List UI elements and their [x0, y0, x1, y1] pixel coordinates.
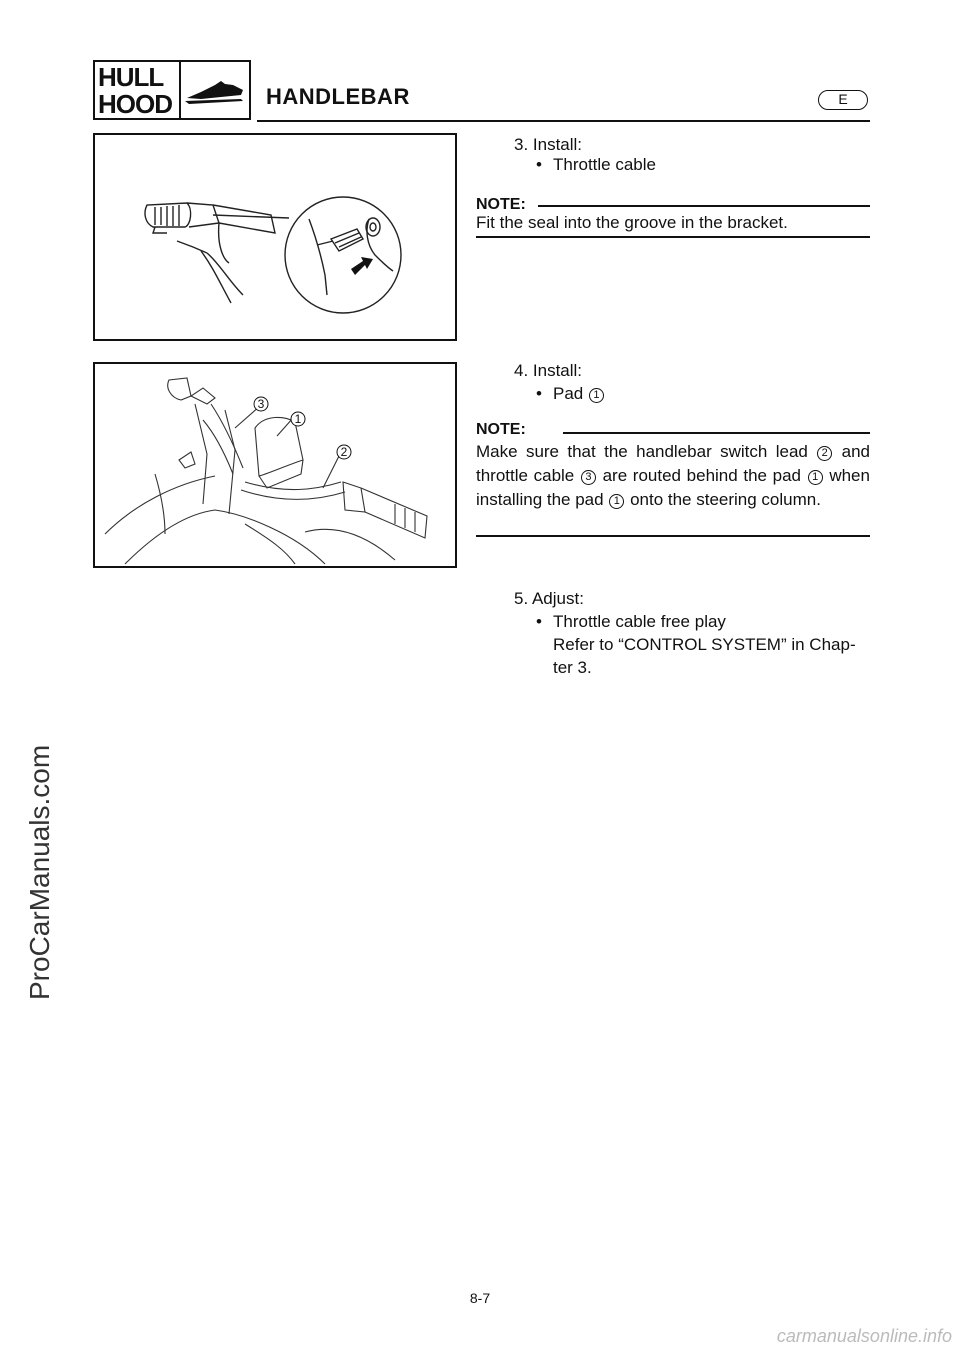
page-number: 8-7: [469, 1290, 491, 1306]
step4-note-text: [476, 440, 870, 512]
ref-pad-1: 1: [589, 388, 604, 403]
step5-bullet: Throttle cable free play: [553, 612, 726, 631]
ref-pad-1: 1: [609, 494, 624, 509]
step5-detail-line2: ter 3.: [553, 658, 592, 677]
note-part: Make sure that the handlebar switch lead: [476, 442, 808, 461]
step4-bullet-text: Pad: [553, 384, 584, 403]
figure-pad: [93, 362, 457, 568]
note-part: and throttle cable: [476, 442, 870, 485]
step5-heading: 5. Adjust:: [514, 589, 584, 608]
step3-heading: 3. Install:: [514, 135, 583, 154]
ref-switch-lead-2: 2: [817, 446, 832, 461]
step5-bullet-mark: •: [536, 612, 542, 631]
step4-bullet: [553, 383, 605, 405]
step5-detail-line1: Refer to “CONTROL SYSTEM” in Chap-: [553, 635, 856, 654]
figure-throttle-cable: [93, 133, 457, 341]
pad-illustration: [95, 364, 455, 566]
step4-bullet-mark: •: [536, 384, 542, 403]
page-title: HANDLEBAR: [266, 84, 410, 109]
step3-note-label: NOTE:: [476, 196, 526, 213]
step4-heading: 4. Install:: [514, 361, 583, 380]
step3-note-rule-bottom: [476, 236, 870, 238]
step3-bullet: Throttle cable: [553, 155, 656, 174]
side-watermark-text: ProCarManuals.com: [24, 744, 55, 1000]
badge-line-hull: HULL: [98, 62, 164, 92]
step3-bullet-mark: •: [536, 155, 542, 174]
jet-ski-icon: [181, 68, 249, 112]
step3-note-rule-top: [538, 205, 870, 207]
callout-3: 3: [257, 397, 265, 411]
throttle-cable-illustration: [95, 135, 455, 339]
badge-text-box: [95, 62, 181, 118]
step4-note-rule-bottom: [476, 535, 870, 537]
ref-pad-1: 1: [808, 470, 823, 485]
footer-watermark: carmanualsonline.info: [776, 1326, 952, 1346]
badge-line-hood: HOOD: [98, 89, 172, 119]
note-part: onto the steering column.: [630, 490, 821, 509]
ref-throttle-cable-3: 3: [581, 470, 596, 485]
callout-1: 1: [294, 412, 302, 426]
callout-2: 2: [340, 445, 348, 459]
step4-note-label: NOTE:: [476, 421, 526, 438]
language-badge: E: [818, 90, 868, 110]
section-badge: [93, 60, 251, 120]
step4-note-rule-top: [563, 432, 870, 434]
note-part: are routed behind the pad: [602, 466, 802, 485]
step3-note-text: Fit the seal into the groove in the bracket.: [476, 213, 788, 232]
note-part: when installing the pad: [476, 466, 870, 509]
header-rule: [257, 120, 870, 122]
